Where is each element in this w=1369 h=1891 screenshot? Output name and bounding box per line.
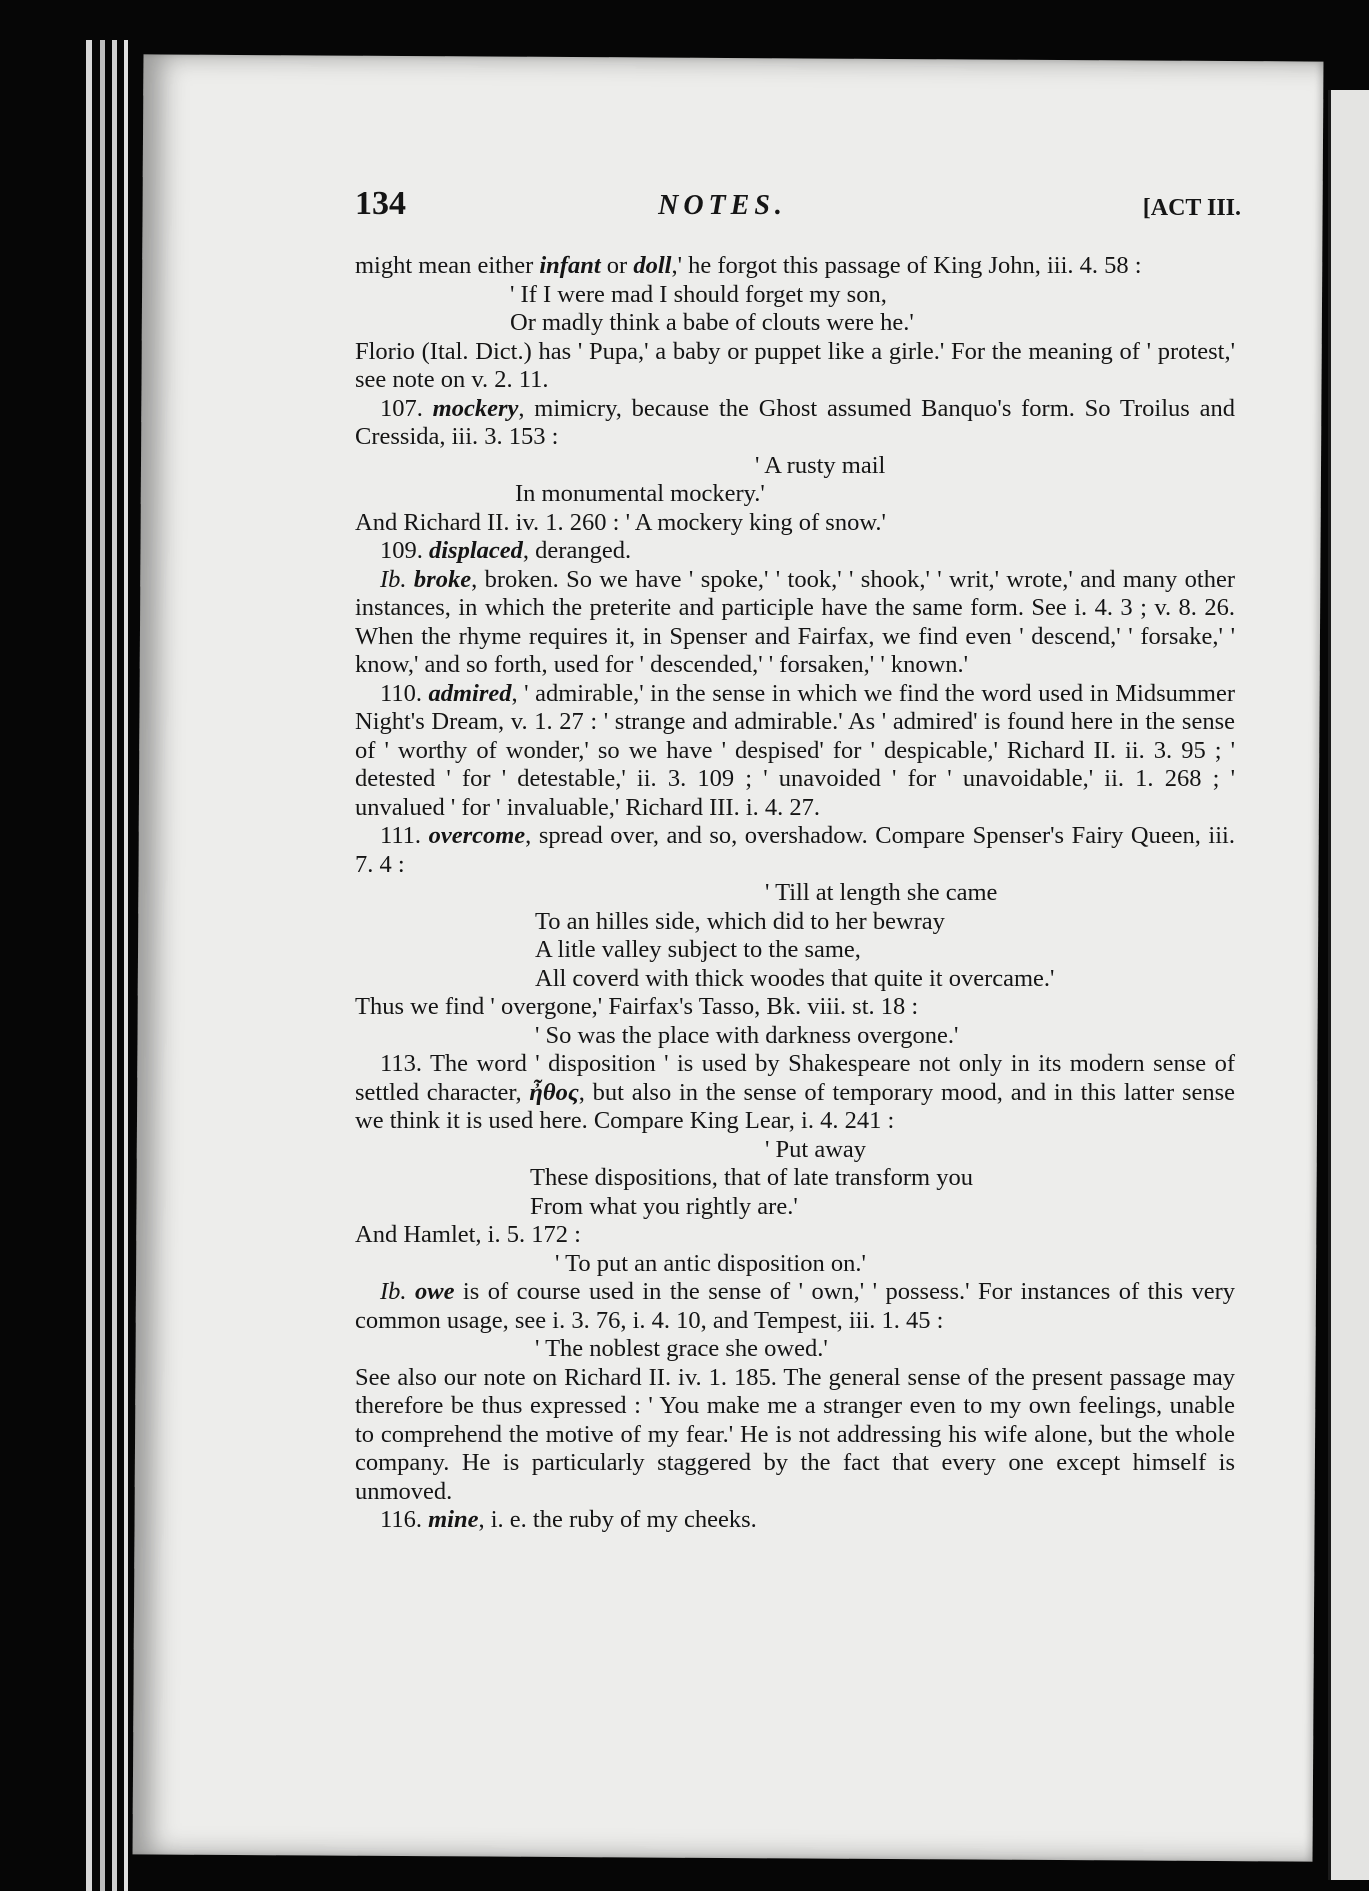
note-paragraph: 110. admired, ' admirable,' in the sense in which we find the word used in Midsummer Night's Dream, v. 1. 27 : ' strange and admirable.' As ' admired' is found here in the sense of ' worthy of wonder,' so we have ' despised' for ' despicable,' Richard II. ii. 3. 95 ; ' detested ' for ' detestable,' ii. 3. 109 ; ' unavoided ' for ' unavoidable,' ii. 1. 268 ; ' unvalued ' for ' invaluable,' Richard III. i. 4. 27. <box>355 679 1235 821</box>
note-paragraph: 116. mine, i. e. the ruby of my cheeks. <box>380 1506 757 1533</box>
quoted-verse <box>355 1136 1235 1222</box>
quoted-verse <box>355 1335 1235 1364</box>
note-paragraph: Ib. broke, broken. So we have ' spoke,' ' took,' ' shook,' ' writ,' wrote,' and many other instances, in which the preterite and participle have the same form. See i. 4. 3 ; v. 8. 26. When the rhyme requires it, in Spenser and Fairfax, we find even ' descend,' ' forsake,' ' know,' and so forth, used for ' descended,' ' forsaken,' ' known.' <box>355 565 1235 678</box>
book-spine-strip <box>100 40 105 1891</box>
verse-line: Or madly think a babe of clouts were he.' <box>510 309 914 336</box>
note-paragraph: 107. mockery, mimicry, because the Ghost assumed Banquo's form. So Troilus and Cressida, iii. 3. 153 : <box>355 394 1235 450</box>
verse-line: In monumental mockery.' <box>515 480 765 507</box>
book-spine-strip <box>86 40 92 1891</box>
verse-line: To an hilles side, which did to her bewray <box>535 907 945 935</box>
quoted-verse <box>355 1022 1235 1051</box>
page-content <box>210 185 1241 1535</box>
note-paragraph: 109. displaced, deranged. <box>380 537 632 564</box>
note-paragraph: Ib. owe is of course used in the sense of ' own,' ' possess.' For instances of this very common usage, see i. 3. 76, i. 4. 10, and Tempest, iii. 1. 45 : <box>355 1278 1235 1334</box>
note-paragraph: might mean either infant or doll,' he forgot this passage of King John, iii. 4. 58 : <box>355 252 1142 279</box>
notes-body <box>355 252 1235 1535</box>
verse-line: ' Till at length she came <box>765 879 998 906</box>
page-number: 134 <box>355 185 406 222</box>
verse-line: ' A rusty mail <box>755 451 886 479</box>
verse-line: ' If I were mad I should forget my son, <box>510 280 887 308</box>
quoted-verse <box>355 879 1235 993</box>
act-label: [ACT III. <box>1142 195 1241 221</box>
verse-line: All coverd with thick woodes that quite it overcame.' <box>535 964 1055 992</box>
note-paragraph: See also our note on Richard II. iv. 1. 185. The general sense of the present passage may therefore be thus expressed : ' You make me a stranger even to my own feelings, unable to comprehend the motive of my fear.' He is not addressing his wife alone, but the whole company. He is particularly staggered by the fact that every one except himself is unmoved. <box>355 1363 1235 1505</box>
verse-line: A litle valley subject to the same, <box>535 936 861 963</box>
note-paragraph: 111. overcome, spread over, and so, overshadow. Compare Spenser's Fairy Queen, iii. 7. 4 : <box>355 822 1235 878</box>
verse-line: These dispositions, that of late transform you <box>530 1164 973 1191</box>
verse-line: ' To put an antic disposition on.' <box>555 1249 866 1277</box>
quoted-verse <box>355 452 1235 509</box>
running-title: NOTES. <box>658 190 787 221</box>
quoted-verse <box>355 281 1235 338</box>
note-paragraph: 113. The word ' disposition ' is used by Shakespeare not only in its modern sense of settled character, ἦθος, but also in the sense of temporary mood, and in this latter sense we think it is used here. Compare King Lear, i. 4. 241 : <box>355 1050 1236 1134</box>
note-paragraph: And Hamlet, i. 5. 172 : <box>355 1221 581 1248</box>
quoted-verse <box>355 1250 1235 1279</box>
book-spine-strip <box>112 40 117 1891</box>
verse-line: From what you rightly are.' <box>530 1192 798 1220</box>
verse-line: ' Put away <box>765 1135 867 1163</box>
verse-line: ' The noblest grace she owed.' <box>535 1335 828 1362</box>
note-paragraph: Florio (Ital. Dict.) has ' Pupa,' a baby or puppet like a girle.' For the meaning of ' protest,' see note on v. 2. 11. <box>355 337 1235 393</box>
facing-page-edge <box>1328 90 1369 1880</box>
note-paragraph: Thus we find ' overgone,' Fairfax's Tasso, Bk. viii. st. 18 : <box>355 993 919 1020</box>
book-spine-strip <box>124 40 128 1891</box>
note-paragraph: And Richard II. iv. 1. 260 : ' A mockery king of snow.' <box>355 508 886 536</box>
running-head <box>210 185 1241 242</box>
verse-line: ' So was the place with darkness overgone.' <box>535 1021 959 1049</box>
